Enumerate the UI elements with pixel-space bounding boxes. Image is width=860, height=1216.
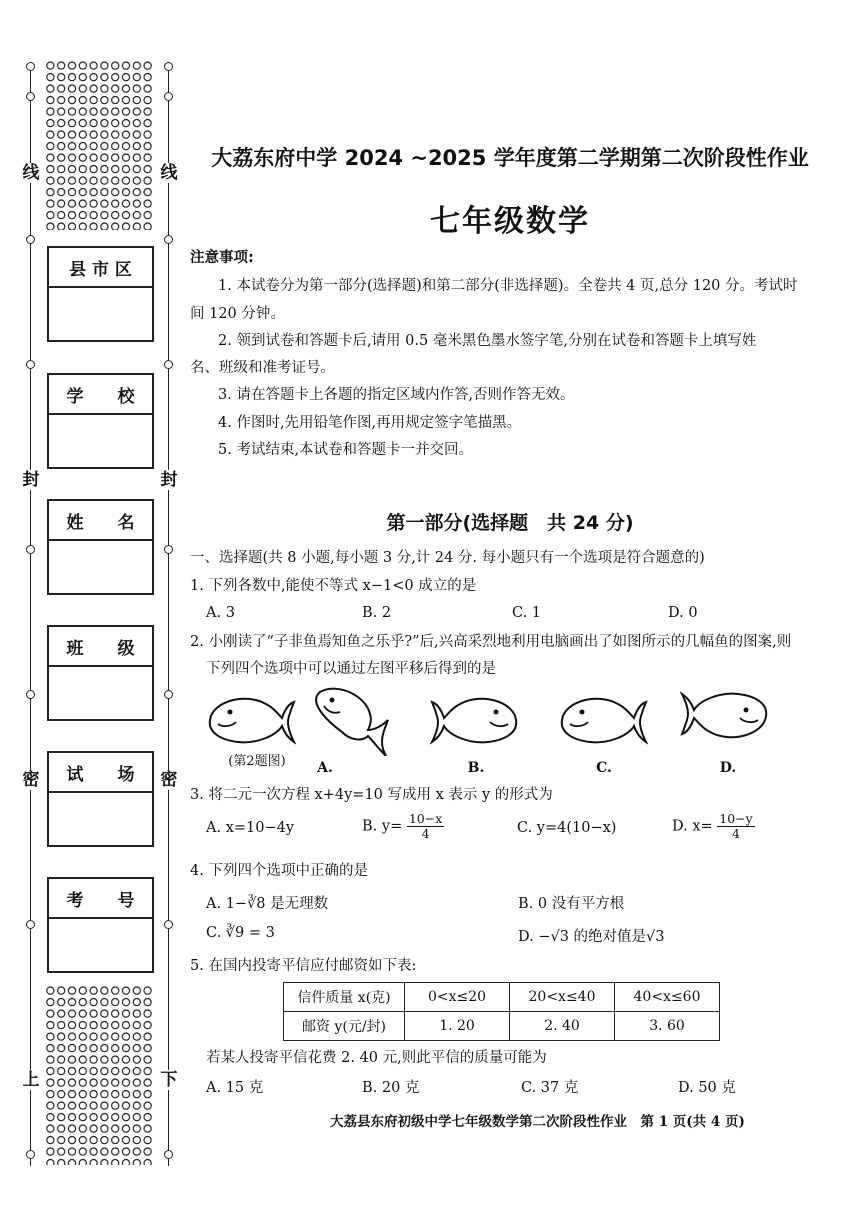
table-cell: 0<x≤20 [405,983,510,1012]
dot-pattern [45,985,153,1165]
q3-option-b-prefix: B. y= [362,818,403,835]
note-line: 3. 请在答题卡上各题的指定区域内作答,否则作答无效。 [218,387,575,403]
ring-marker [26,360,35,369]
q2-stem: 2. 小刚读了“子非鱼焉知鱼之乐乎?”后,兴高采烈地利用电脑画出了如图所示的几幅鱼的图案,则 [190,634,792,650]
q3-option-d-prefix: D. x= [672,818,713,835]
q4-option-a[interactable]: A. 1−∛8 是无理数 [206,896,329,912]
info-box-label: 试 场 [49,753,152,793]
q3-option-b-fraction [407,812,444,841]
q3-option-b[interactable] [362,812,444,841]
q4-option-b[interactable]: B. 0 没有平方根 [518,896,625,912]
q5-option-b[interactable]: B. 20 克 [362,1080,420,1096]
ring-marker [26,690,35,699]
info-box-label: 姓 名 [49,501,152,541]
note-line: 5. 考试结束,本试卷和答题卡一并交回。 [218,442,474,458]
ring-marker [164,920,173,929]
table-row [284,1012,720,1041]
fish-option-b[interactable] [430,690,522,746]
info-box-name[interactable] [47,499,154,595]
q2-label-a: A. [317,760,333,776]
q4-option-d[interactable]: D. −√3 的绝对值是√3 [518,929,665,945]
ring-marker [164,62,173,71]
info-box-exam-room[interactable] [47,751,154,847]
table-cell: 20<x≤40 [510,983,615,1012]
cut-char-seal: 封 [160,470,178,490]
note-line: 4. 作图时,先用铅笔作图,再用规定签字笔描黑。 [218,415,522,431]
q1-option-b[interactable]: B. 2 [362,605,392,621]
section-title: 第一部分(选择题 共 24 分) [386,512,634,534]
table-cell: 2. 40 [510,1012,615,1041]
cut-line-left [30,66,31,1166]
cut-char-secret: 密 [22,770,40,790]
info-box-class[interactable] [47,625,154,721]
ring-marker [26,545,35,554]
cut-line-right [168,66,169,1166]
fish-option-d[interactable] [680,690,772,746]
exam-title: 大荔东府中学 2024 ~2025 学年度第二学期第二次阶段性作业 [211,146,809,170]
q1-stem: 1. 下列各数中,能使不等式 x−1<0 成立的是 [190,578,477,594]
q3-option-a[interactable]: A. x=10−4y [206,820,295,836]
info-box-label: 学 校 [49,375,152,415]
q4-stem: 4. 下列四个选项中正确的是 [190,863,368,879]
q3-option-d-fraction [717,812,754,841]
ring-marker [164,690,173,699]
q2-stem-cont: 下列四个选项中可以通过左图平移后得到的是 [206,661,496,677]
section-intro: 一、选择题(共 8 小题,每小题 3 分,计 24 分. 每小题只有一个选项是符合题意的) [190,550,705,566]
fraction-denominator: 4 [732,826,740,841]
ring-marker [164,545,173,554]
ring-marker [26,235,35,244]
note-line: 名、班级和准考证号。 [190,360,335,376]
page-footer: 大荔县东府初级中学七年级数学第二次阶段性作业 第 1 页(共 4 页) [330,1114,745,1130]
q3-option-d[interactable] [672,812,755,841]
dot-grid-bottom [45,985,153,1165]
q1-option-a[interactable]: A. 3 [206,605,235,621]
fish-option-c[interactable] [556,690,648,746]
dot-pattern [45,60,153,230]
ring-marker [164,92,173,101]
q5-option-c[interactable]: C. 37 克 [521,1080,579,1096]
cut-char-down: 下 [160,1070,178,1090]
info-box-exam-number[interactable] [47,877,154,973]
q3-stem: 3. 将二元一次方程 x+4y=10 写成用 x 表示 y 的形式为 [190,787,553,803]
ring-marker [26,92,35,101]
q5-option-a[interactable]: A. 15 克 [206,1080,264,1096]
table-cell: 1. 20 [405,1012,510,1041]
cut-char-line: 线 [22,163,40,183]
note-line: 间 120 分钟。 [190,306,285,322]
info-box-school[interactable] [47,373,154,469]
table-cell: 信件质量 x(克) [284,983,405,1012]
info-box-label: 考 号 [49,879,152,919]
cut-char-line: 线 [160,163,178,183]
q2-label-d: D. [719,760,737,776]
ring-marker [26,1150,35,1159]
q2-figure-caption: (第2题图) [228,754,286,769]
q5-option-d[interactable]: D. 50 克 [678,1080,736,1096]
fish-original [204,690,296,746]
postage-table [283,982,720,1041]
cut-char-seal: 封 [22,470,40,490]
table-row [284,983,720,1012]
q2-label-b: B. [467,760,485,776]
info-box-county[interactable] [47,246,154,342]
q5-stem: 5. 在国内投寄平信应付邮资如下表: [190,958,417,974]
table-cell: 40<x≤60 [615,983,720,1012]
q1-option-c[interactable]: C. 1 [512,605,542,621]
table-cell: 邮资 y(元/封) [284,1012,405,1041]
info-box-label: 班 级 [49,627,152,667]
note-line: 2. 领到试卷和答题卡后,请用 0.5 毫米黑色墨水签字笔,分别在试卷和答题卡上填写姓 [218,333,757,349]
ring-marker [26,62,35,71]
subject-title: 七年级数学 [430,204,590,239]
q1-option-d[interactable]: D. 0 [668,605,698,621]
note-line: 1. 本试卷分为第一部分(选择题)和第二部分(非选择题)。全卷共 4 页,总分 120 分。考试时 [218,278,798,294]
info-box-label: 县 市 区 [49,248,152,288]
ring-marker [26,920,35,929]
cut-char-up: 上 [22,1070,40,1090]
fraction-numerator: 10−x [408,811,443,826]
fraction-numerator: 10−y [719,811,753,826]
ring-marker [164,235,173,244]
cut-char-secret: 密 [160,770,178,790]
q2-label-c: C. [596,760,612,776]
notes-heading: 注意事项: [190,250,254,266]
q5-follow: 若某人投寄平信花费 2. 40 元,则此平信的质量可能为 [206,1050,547,1066]
ring-marker [164,360,173,369]
fish-option-a[interactable] [310,684,390,756]
ring-marker [164,1150,173,1159]
dot-grid-top [45,60,153,230]
table-cell: 3. 60 [615,1012,720,1041]
q3-option-c[interactable]: C. y=4(10−x) [517,820,617,836]
fraction-denominator: 4 [421,826,430,841]
q4-option-c[interactable]: C. ∛9 = 3 [206,925,275,941]
